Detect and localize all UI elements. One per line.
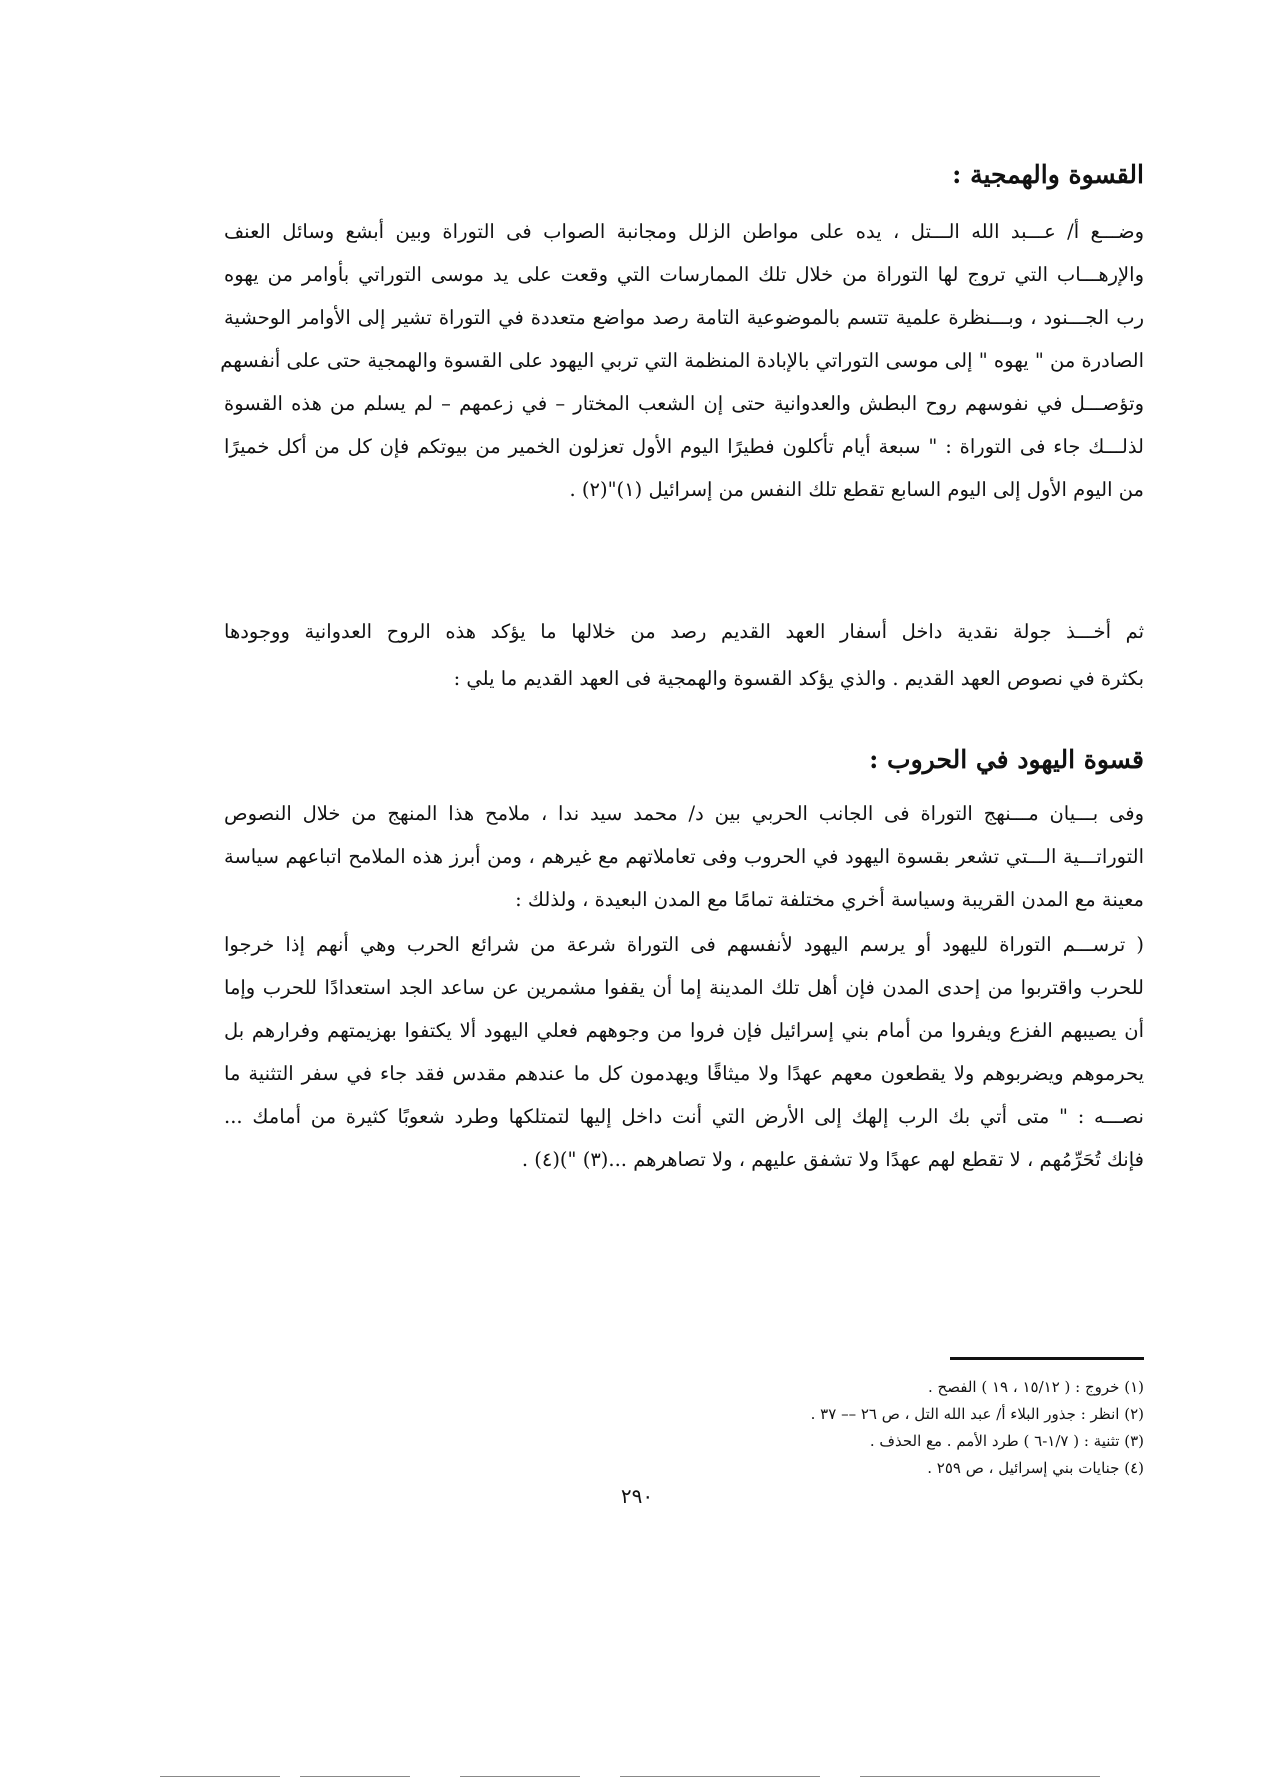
- text-line: التوراتـــية الـــتي تشعر بقسوة اليهود في الحروب وفى تعاملاتهم مع غيرهم ، ومن أبرز هذه الملامح اتباعهم سياسة: [224, 845, 1144, 868]
- text-line: للحرب واقتربوا من إحدى المدن فإن أهل تلك المدينة إما أن يقفوا مشمرين عن ساعد الجد استعدادًا للحرب وإما: [224, 976, 1144, 999]
- text-line: الصادرة من " يهوه " إلى موسى التوراتي بالإبادة المنظمة التي تربي اليهود على القسوة والهمجية حتى على أنفسهم: [220, 349, 1144, 372]
- section-heading-cruelty: القسوة والهمجية :: [952, 160, 1144, 189]
- footnote-2: (٢) انظر : جذور البلاء أ/ عبد الله التل ، ص ٢٦ –– ٣٧ .: [810, 1405, 1144, 1423]
- text-line: يحرموهم ويضربوهم ولا يقطعون معهم عهدًا ولا ميثاقًا ويهدمون كل ما عندهم مقدس فقد جاء في سفر التثنية ما: [224, 1062, 1144, 1085]
- text-line: والإرهـــاب التي تروج لها التوراة من خلال تلك الممارسات التي وقعت على يد موسى التوراتي بأوامر من يهوه: [224, 263, 1144, 286]
- text-line: وفى بـــيان مـــنهج التوراة فى الجانب الحربي بين د/ محمد سيد ندا ، ملامح هذا المنهج من خلال النصوص: [224, 802, 1144, 825]
- text-line: وضـــع أ/ عـــبد الله الـــتل ، يده على مواطن الزلل ومجانبة الصواب فى التوراة وبين أبشع وسائل العنف: [224, 220, 1144, 243]
- footnote-1: (١) خروج : ( ١٥/١٢ ، ١٩ ) الفصح .: [928, 1378, 1144, 1396]
- text-line: معينة مع المدن القريبة وسياسة أخري مختلفة تمامًا مع المدن البعيدة ، ولذلك :: [515, 888, 1144, 911]
- paragraph-4: [224, 923, 1144, 1181]
- text-line: من اليوم الأول إلى اليوم السابع تقطع تلك النفس من إسرائيل (١)"(٢) .: [569, 478, 1144, 501]
- text-line: لذلـــك جاء فى التوراة : " سبعة أيام تأكلون فطيرًا اليوم الأول تعزلون الخمير من بيوتكم فإن كل من أكل خميرًا: [224, 435, 1144, 458]
- text-line: أن يصيبهم الفزع ويفروا من أمام بني إسرائيل فإن فروا من وجوههم فعلي اليهود ألا يكتفوا بهزيمتهم وفرارهم بل: [224, 1019, 1144, 1042]
- paragraph-3: [224, 792, 1144, 921]
- text-line: وتؤصـــل في نفوسهم روح البطش والعدوانية حتى إن الشعب المختار – في زعمهم – لم يسلم من هذه القسوة: [224, 392, 1144, 415]
- text-line: فإنك تُحَرِّمُهم ، لا تقطع لهم عهدًا ولا تشفق عليهم ، ولا تصاهرهم ...(٣) ")(٤) .: [521, 1148, 1144, 1171]
- footnote-3: (٣) تثنية : ( ١/٧-٦ ) طرد الأمم . مع الحذف .: [869, 1432, 1144, 1450]
- scan-artifact: [160, 1776, 280, 1777]
- page-number: ٢٩٠: [620, 1484, 654, 1508]
- paragraph-1: [220, 210, 1144, 511]
- footnote-4: (٤) جنايات بني إسرائيل ، ص ٢٥٩ .: [927, 1459, 1144, 1477]
- text-line: ثم أخـــذ جولة نقدية داخل أسفار العهد القديم رصد من خلالها ما يؤكد هذه الروح العدوانية ووجودها: [224, 620, 1144, 643]
- footnotes: [624, 1374, 1144, 1482]
- text-line: نصـــه : " متى أتي بك الرب إلهك إلى الأرض التي أنت داخل إليها لتمتلكها وطرد شعوبًا كثيرة من أمامك ...: [224, 1105, 1144, 1128]
- scan-artifact: [860, 1776, 1100, 1777]
- scan-artifact: [460, 1776, 580, 1777]
- scan-artifact: [620, 1776, 820, 1777]
- text-line: بكثرة في نصوص العهد القديم . والذي يؤكد القسوة والهمجية فى العهد القديم ما يلي :: [453, 667, 1144, 690]
- footnote-divider: [950, 1357, 1144, 1360]
- scan-artifact: [300, 1776, 410, 1777]
- text-line: رب الجـــنود ، وبـــنظرة علمية تتسم بالموضوعية التامة رصد مواضع متعددة في التوراة تشير إلى الأوامر الوحشية: [224, 306, 1144, 329]
- section-heading-wars: قسوة اليهود في الحروب :: [869, 745, 1144, 774]
- paragraph-2: [224, 610, 1144, 700]
- text-line: ( ترســـم التوراة لليهود أو يرسم اليهود لأنفسهم فى التوراة شرعة من شرائع الحرب وهي أنهم إذا خرجوا: [224, 933, 1144, 956]
